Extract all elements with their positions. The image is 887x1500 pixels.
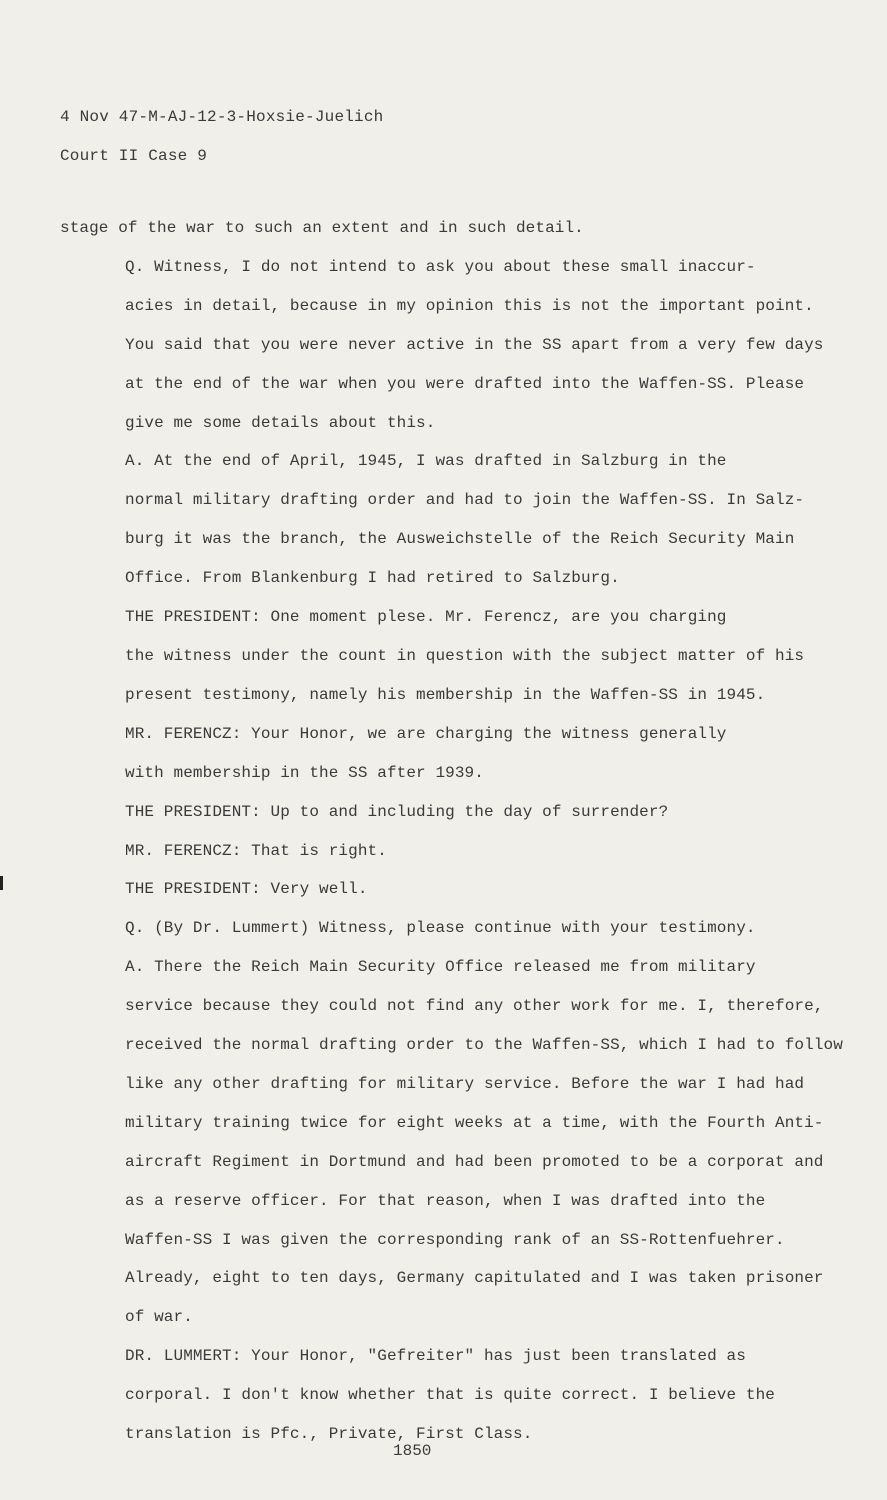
- text-line: aircraft Regiment in Dortmund and had been promoted to be a corporat and: [125, 1152, 824, 1171]
- page-number: 1850: [393, 1442, 432, 1460]
- transcript-paragraph: [60, 793, 775, 832]
- text-line: MR. FERENCZ: That is right.: [125, 841, 387, 860]
- text-line: present testimony, namely his membership in the Waffen-SS in 1945.: [125, 685, 766, 704]
- transcript-paragraph: [60, 598, 805, 715]
- text-line: A. At the end of April, 1945, I was drafted in Salzburg in the: [125, 452, 727, 471]
- text-line: with membership in the SS after 1939.: [125, 763, 484, 782]
- text-line: THE PRESIDENT: Very well.: [125, 880, 368, 899]
- transcript-paragraph: [60, 832, 775, 871]
- transcript-paragraph: [60, 715, 775, 793]
- text-line: Already, eight to ten days, Germany capitulated and I was taken prisoner: [125, 1269, 824, 1288]
- text-line: translation is Pfc., Private, First Class.: [125, 1425, 533, 1444]
- text-line: Waffen-SS I was given the corresponding rank of an SS-Rottenfuehrer.: [125, 1230, 785, 1249]
- margin-mark: [0, 876, 3, 890]
- text-line: service because they could not find any other work for me. I, therefore,: [125, 997, 824, 1016]
- text-line: acies in detail, because in my opinion this is not the important point.: [125, 296, 814, 315]
- text-line: stage of the war to such an extent and in such detail.: [60, 219, 584, 237]
- transcript-paragraph: [60, 248, 824, 443]
- text-line: the witness under the count in question with the subject matter of his: [125, 646, 805, 665]
- court-case-label: Court II Case 9: [60, 147, 208, 165]
- text-line: at the end of the war when you were drafted into the Waffen-SS. Please: [125, 374, 805, 393]
- document-reference: 4 Nov 47-M-AJ-12-3-Hoxsie-Juelich: [60, 108, 384, 126]
- text-line: burg it was the branch, the Ausweichstelle of the Reich Security Main: [125, 530, 795, 549]
- text-line: received the normal drafting order to the Waffen-SS, which I had to follow: [125, 1036, 843, 1055]
- text-line: THE PRESIDENT: Up to and including the day of surrender?: [125, 802, 669, 821]
- text-line: of war.: [125, 1308, 193, 1327]
- transcript-paragraph: [60, 1337, 775, 1454]
- text-line: as a reserve officer. For that reason, when I was drafted into the: [125, 1191, 766, 1210]
- text-line: Q. Witness, I do not intend to ask you about these small inaccur-: [125, 257, 756, 276]
- transcript-paragraph: [60, 209, 775, 248]
- text-line: give me some details about this.: [125, 413, 436, 432]
- transcript-paragraph: [60, 442, 805, 598]
- text-line: corporal. I don't know whether that is quite correct. I believe the: [125, 1386, 776, 1405]
- transcript-body: [60, 209, 843, 1454]
- transcript-paragraph: [60, 948, 843, 1337]
- transcript-paragraph: [60, 870, 775, 909]
- transcript-paragraph: [60, 909, 775, 948]
- text-line: military training twice for eight weeks at a time, with the Fourth Anti-: [125, 1113, 824, 1132]
- text-line: A. There the Reich Main Security Office released me from military: [125, 958, 756, 977]
- text-line: DR. LUMMERT: Your Honor, "Gefreiter" has just been translated as: [125, 1347, 746, 1366]
- text-line: like any other drafting for military service. Before the war I had had: [125, 1074, 805, 1093]
- text-line: MR. FERENCZ: Your Honor, we are charging the witness generally: [125, 724, 727, 743]
- text-line: Office. From Blankenburg I had retired to Salzburg.: [125, 569, 620, 588]
- text-line: normal military drafting order and had to join the Waffen-SS. In Salz-: [125, 491, 805, 510]
- text-line: Q. (By Dr. Lummert) Witness, please continue with your testimony.: [125, 919, 756, 938]
- text-line: THE PRESIDENT: One moment plese. Mr. Ferencz, are you charging: [125, 608, 727, 627]
- text-line: You said that you were never active in the SS apart from a very few days: [125, 335, 824, 354]
